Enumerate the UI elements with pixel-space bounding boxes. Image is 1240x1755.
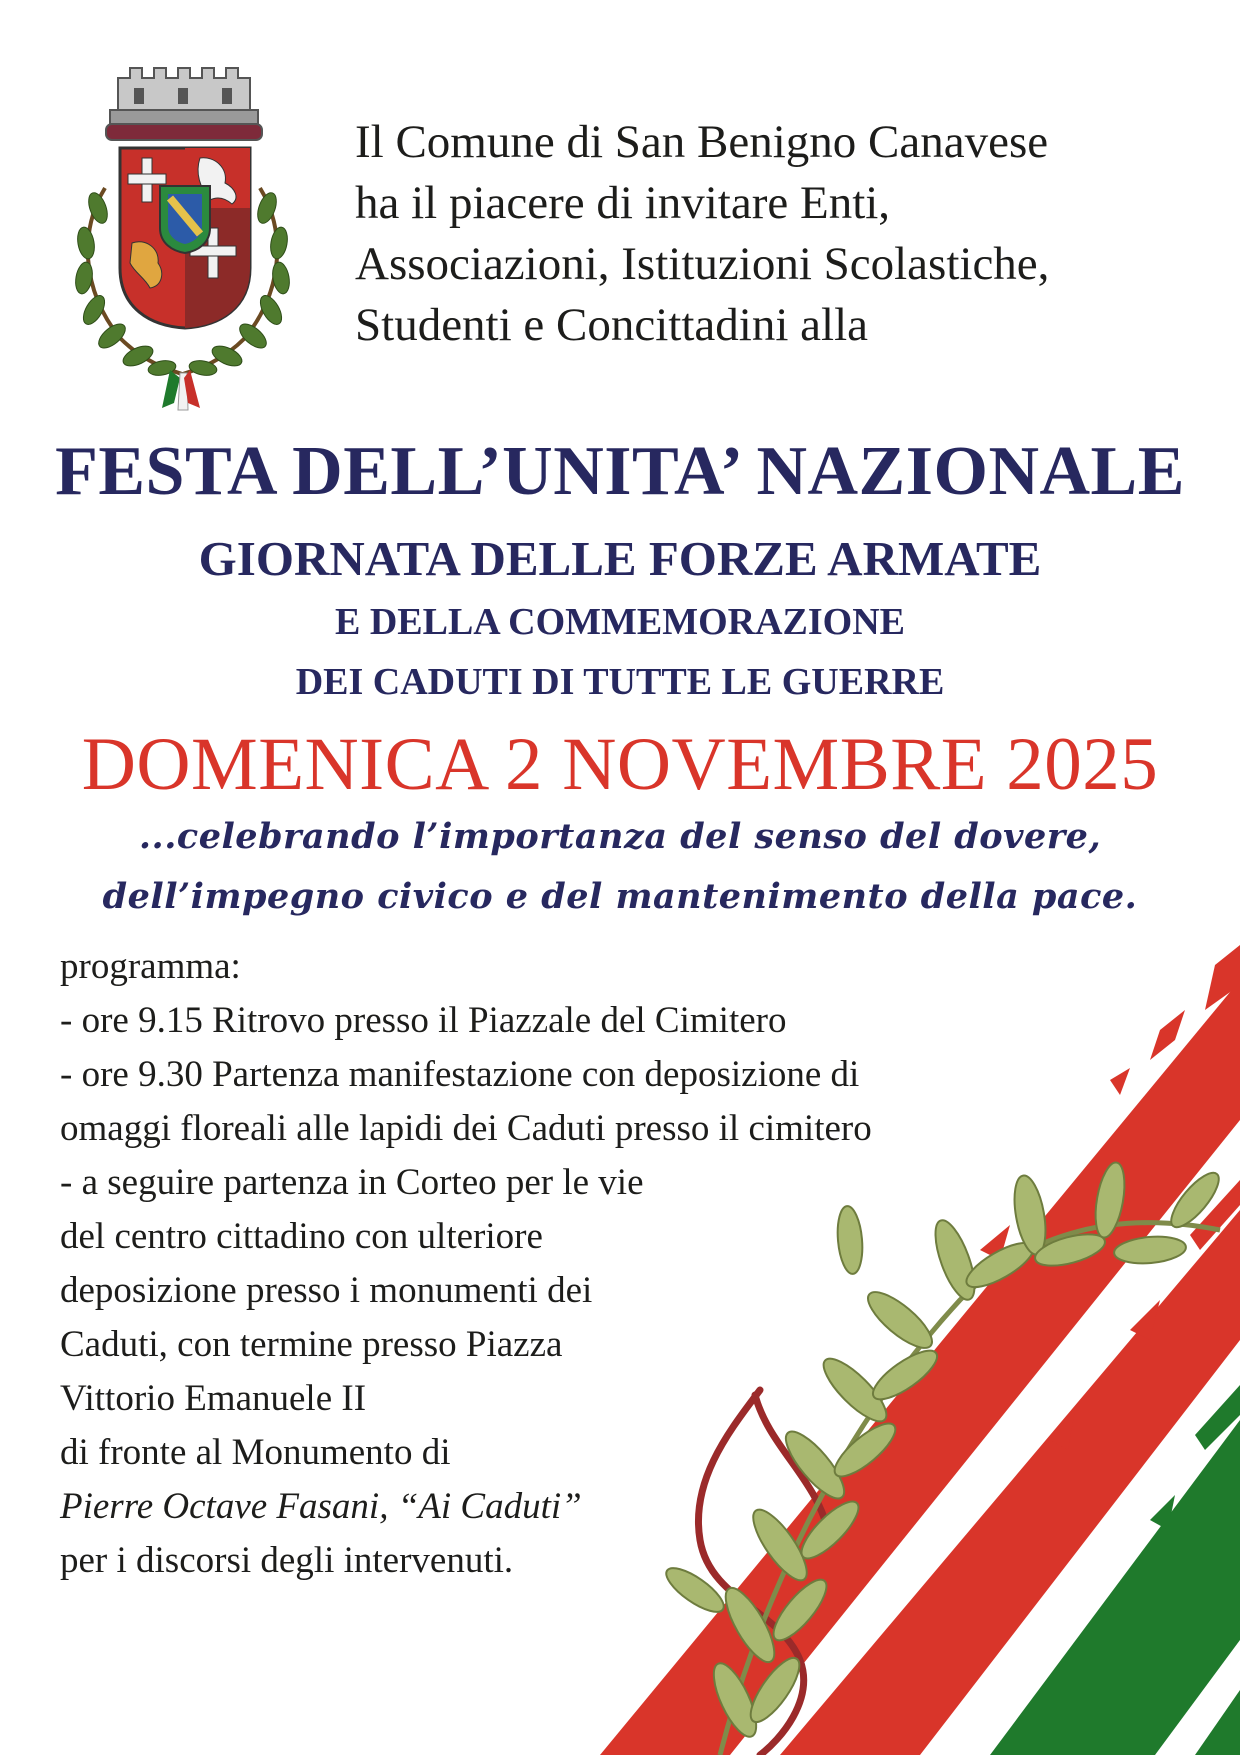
event-subtitle-2: E DELLA COMMEMORAZIONE [334,601,906,643]
program-line-monument: Pierre Octave Fasani, “Ai Caduti” [60,1486,582,1527]
event-subtitle: GIORNATA DELLE FORZE ARMATE [198,531,1042,586]
motto-line-1: ...celebrando l’importanza del senso del dovere, [138,816,1102,857]
invitation-line: ha il piacere di invitare Enti, [355,177,891,229]
program-line: - ore 9.15 Ritrovo presso il Piazzale del Cimitero [60,1000,787,1041]
event-date: DOMENICA 2 NOVEMBRE 2025 [81,723,1159,806]
event-subtitle-3: DEI CADUTI DI TUTTE LE GUERRE [295,661,945,703]
motto-line-2: dell’impegno civico e del mantenimento della pace. [102,876,1138,917]
program-line: di fronte al Monumento di [60,1432,451,1473]
invitation-line: Associazioni, Istituzioni Scolastiche, [355,238,1050,290]
program-line: deposizione presso i monumenti dei [60,1270,593,1311]
program-line: del centro cittadino con ulteriore [60,1216,543,1257]
invitation-line: Studenti e Concittadini alla [355,299,868,351]
program [60,940,1060,1588]
program-heading: programma: [60,946,241,987]
program-line: Vittorio Emanuele II [60,1378,367,1419]
program-line: - ore 9.30 Partenza manifestazione con deposizione di [60,1054,860,1095]
event-title: FESTA DELL’UNITA’ NAZIONALE [55,433,1185,510]
program-line: omaggi floreali alle lapidi dei Caduti presso il cimitero [60,1108,872,1149]
program-line: Caduti, con termine presso Piazza [60,1324,563,1365]
program-line: - a seguire partenza in Corteo per le vie [60,1162,644,1203]
program-line: per i discorsi degli intervenuti. [60,1540,514,1581]
invitation-line: Il Comune di San Benigno Canavese [355,116,1049,168]
